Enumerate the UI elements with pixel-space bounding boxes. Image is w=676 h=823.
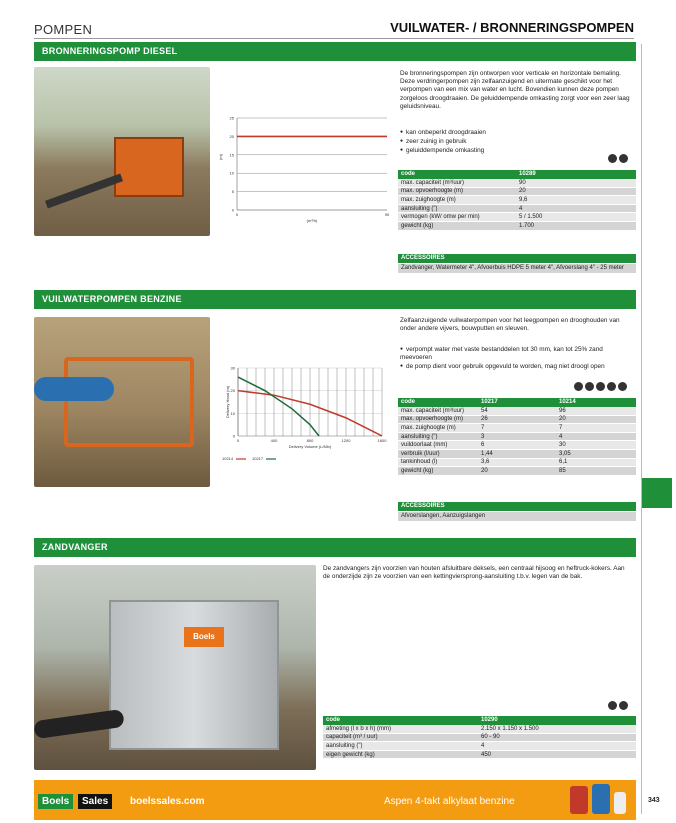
footer-banner xyxy=(34,780,636,820)
spec-value: 20 xyxy=(478,467,556,476)
spec-label: tankinhoud (l) xyxy=(398,458,478,467)
bullet-item: ● zeer zuinig in gebruik xyxy=(400,137,600,146)
y-tick-label: 10 xyxy=(229,170,234,176)
spec-value: 6 xyxy=(478,441,556,450)
spec-value: 3 xyxy=(478,432,556,441)
pump-icon xyxy=(607,382,616,391)
spec-value: 60 - 90 xyxy=(478,733,636,742)
x-axis-label: Delivery Volume (L/Min) xyxy=(288,444,332,449)
table-row xyxy=(398,415,636,424)
table-row xyxy=(323,742,636,751)
fuel-icon xyxy=(596,382,605,391)
spec-label: gewicht (kg) xyxy=(398,222,516,231)
spec-value: 6,1 xyxy=(556,458,636,467)
x-tick-label: 1200 xyxy=(341,438,351,443)
spec-value: 7 xyxy=(556,424,636,433)
benzine-icons xyxy=(572,378,627,396)
spec-header: 10289 xyxy=(516,170,636,179)
table-row xyxy=(398,179,636,188)
spec-label: max. capaciteit (m³/uur) xyxy=(398,407,478,416)
y-tick-label: 5 xyxy=(231,189,234,195)
x-tick-label: 0 xyxy=(235,212,239,217)
zandvanger-photo xyxy=(34,565,316,770)
diesel-pump-chart xyxy=(218,112,390,224)
spec-label: max. opvoerhoogte (m) xyxy=(398,187,516,196)
spec-value: 4 xyxy=(516,204,636,213)
blue-hose-shape xyxy=(34,377,114,401)
spec-header: code xyxy=(398,170,516,179)
legend-label: 10217 xyxy=(252,456,264,461)
spec-label: vermogen (kW/ omw per min) xyxy=(398,213,516,222)
table-row xyxy=(398,196,636,205)
zandvanger-icons xyxy=(606,697,628,715)
spec-value: 1.700 xyxy=(516,222,636,231)
fuel-icon xyxy=(619,154,628,163)
y-tick-label: 25 xyxy=(229,115,234,121)
spec-label: max. zuighoogte (m) xyxy=(398,196,516,205)
table-row xyxy=(398,204,636,213)
spec-label: eigen gewicht (kg) xyxy=(323,750,478,759)
spec-value: 96 xyxy=(556,407,636,416)
x-tick-label: 1600 xyxy=(377,438,387,443)
spec-label: capaciteit (m³ / uur) xyxy=(323,733,478,742)
spec-label: gewicht (kg) xyxy=(398,467,478,476)
table-row xyxy=(398,441,636,450)
spec-label: vuildoorlaat (mm) xyxy=(398,441,478,450)
table-row xyxy=(398,187,636,196)
brand-sales: Sales xyxy=(78,794,112,809)
diesel-bullets xyxy=(400,128,600,156)
benzine-description: Zelfaanzuigende vuilwaterpompen voor het leegpompen en drooghouden van onder andere vijvers, bouwputten en sleuven. xyxy=(400,317,620,333)
table-row xyxy=(398,432,636,441)
spec-value: 9,6 xyxy=(516,196,636,205)
gear-icon xyxy=(618,382,627,391)
y-tick-label: 0 xyxy=(231,207,234,213)
table-row xyxy=(398,213,636,222)
zandvanger-spec-table xyxy=(323,716,636,759)
spec-label: verbruik (l/uur) xyxy=(398,450,478,459)
spec-value: 450 xyxy=(478,750,636,759)
x-axis-label: (m³/h) xyxy=(306,218,318,223)
spec-value: 3,05 xyxy=(556,450,636,459)
diesel-pump-photo xyxy=(34,67,210,236)
table-row xyxy=(398,458,636,467)
accessories-list: Afvoerslangen, Aanzuigslangen xyxy=(398,512,636,521)
y-tick-label: 20 xyxy=(229,133,234,139)
table-row xyxy=(398,450,636,459)
legend-label: 10214 xyxy=(222,456,234,461)
spec-header: code xyxy=(323,716,478,725)
accessories-list: Zandvanger, Watermeter 4", Afvoerbuis HDPE 5 meter 4", Afvoerslang 4" - 25 meter xyxy=(398,264,636,273)
footer-promo: Aspen 4-takt alkylaat benzine xyxy=(384,796,515,807)
section-label: POMPEN xyxy=(34,22,93,37)
spec-label: max. capaciteit (m³/uur) xyxy=(398,179,516,188)
page-title: VUILWATER- / BRONNERINGSPOMPEN xyxy=(390,20,634,35)
spec-value: 3,6 xyxy=(478,458,556,467)
spec-header: 10217 xyxy=(478,398,556,407)
diesel-spec-table xyxy=(398,170,636,231)
spec-value: 30 xyxy=(556,441,636,450)
y-tick-label: 10 xyxy=(230,410,235,416)
spec-value: 4 xyxy=(478,742,636,751)
x-tick-label: 0 xyxy=(236,438,240,443)
spec-value: 90 xyxy=(516,179,636,188)
y-tick-label: 0 xyxy=(232,433,235,439)
spec-value: 5 / 1.500 xyxy=(516,213,636,222)
fuel-icon xyxy=(619,701,628,710)
section-title-benzine: VUILWATERPOMPEN BENZINE xyxy=(34,290,636,309)
fuel-can-shape xyxy=(592,784,610,814)
table-row xyxy=(398,424,636,433)
boels-label: Boels xyxy=(184,627,224,647)
y-axis-label: (m) xyxy=(218,154,223,160)
spec-value: 7 xyxy=(478,424,556,433)
pump-frame-shape xyxy=(64,357,194,447)
footer-url[interactable]: boelssales.com xyxy=(130,796,205,807)
hose-icon xyxy=(574,382,583,391)
y-tick-label: 15 xyxy=(229,152,234,158)
spec-value: 54 xyxy=(478,407,556,416)
x-tick-label: 800 xyxy=(306,438,314,443)
spec-value: 26 xyxy=(478,415,556,424)
spec-label: aansluiting (") xyxy=(398,432,478,441)
spec-label: afmeting (l x b x h) (mm) xyxy=(323,725,478,734)
benzine-spec-table xyxy=(398,398,636,476)
benzine-pump-photo xyxy=(34,317,210,487)
table-row xyxy=(398,467,636,476)
spec-label: aansluiting (") xyxy=(323,742,478,751)
table-row xyxy=(398,222,636,231)
header-divider xyxy=(34,38,634,39)
spec-value: 20 xyxy=(556,415,636,424)
spec-label: max. zuighoogte (m) xyxy=(398,424,478,433)
diesel-icons xyxy=(606,150,628,168)
hose-shape xyxy=(45,174,123,209)
x-tick-label: 400 xyxy=(270,438,278,443)
spec-value: 85 xyxy=(556,467,636,476)
pump-body-shape xyxy=(114,137,184,197)
spec-label: max. opvoerhoogte (m) xyxy=(398,415,478,424)
table-row xyxy=(398,407,636,416)
section-title-diesel: BRONNERINGSPOMP DIESEL xyxy=(34,42,636,61)
sand-trap-box-shape xyxy=(109,600,279,750)
benzine-bullets xyxy=(400,345,634,372)
accessories-heading: ACCESSOIRES xyxy=(398,254,636,263)
accessories-heading: ACCESSOIRES xyxy=(398,502,636,511)
spec-header: 10290 xyxy=(478,716,636,725)
chapter-tab xyxy=(642,478,672,508)
y-tick-label: 20 xyxy=(230,388,235,394)
spec-value: 1,44 xyxy=(478,450,556,459)
hose-icon xyxy=(608,154,617,163)
y-axis-label: Delivery Head (m) xyxy=(225,385,230,419)
bullet-item: ● geluiddempende omkasting xyxy=(400,146,600,155)
spec-value: 2.150 x 1.150 x 1.500 xyxy=(478,725,636,734)
water-icon xyxy=(585,382,594,391)
margin-rule xyxy=(641,44,642,814)
zandvanger-description: De zandvangers zijn voorzien van houten afsluitbare deksels, een centraal hijsoog en heftruck-kokers. Aan de onderzijde zijn ze voorzien van een kettingviersprong-aansluiting t.b.v. legen van de bak. xyxy=(323,565,625,581)
page-number: 343 xyxy=(648,797,660,804)
table-row xyxy=(323,725,636,734)
table-row xyxy=(323,733,636,742)
hose-icon xyxy=(608,701,617,710)
brand-boels: Boels xyxy=(38,794,73,809)
spec-value: 4 xyxy=(556,432,636,441)
benzine-pump-chart xyxy=(220,360,390,490)
bullet-item: ● kan onbeperkt droogdraaien xyxy=(400,128,600,137)
fuel-can-shape xyxy=(570,786,588,814)
bullet-item: ● de pomp dient voor gebruik opgevuld te worden, mag niet droogl open xyxy=(400,362,634,371)
series-line-10217 xyxy=(238,377,319,436)
bullet-item: ● verpompt water met vaste bestanddelen tot 30 mm, kan tot 25% zand meevoeren xyxy=(400,345,634,362)
oil-bottle-shape xyxy=(614,792,626,814)
spec-header: code xyxy=(398,398,478,407)
spec-header: 10214 xyxy=(556,398,636,407)
section-title-zandvanger: ZANDVANGER xyxy=(34,538,636,557)
spec-value: 20 xyxy=(516,187,636,196)
diesel-description: De bronneringspompen zijn ontworpen voor verticale en horizontale bemaling. Deze verdringerpompen zijn zelfaanzuigend en uitermate geschikt voor het verpompen van een mix van water en lucht. Bovendien kunnen deze pompen zorgeloos droogdraaien. De geluiddempende omkasting zorgt voor een zeer laag geluidsniveau. xyxy=(400,70,630,110)
y-tick-label: 30 xyxy=(230,365,235,371)
table-row xyxy=(323,750,636,759)
x-tick-label: 90 xyxy=(384,212,390,217)
spec-label: aansluiting (") xyxy=(398,204,516,213)
